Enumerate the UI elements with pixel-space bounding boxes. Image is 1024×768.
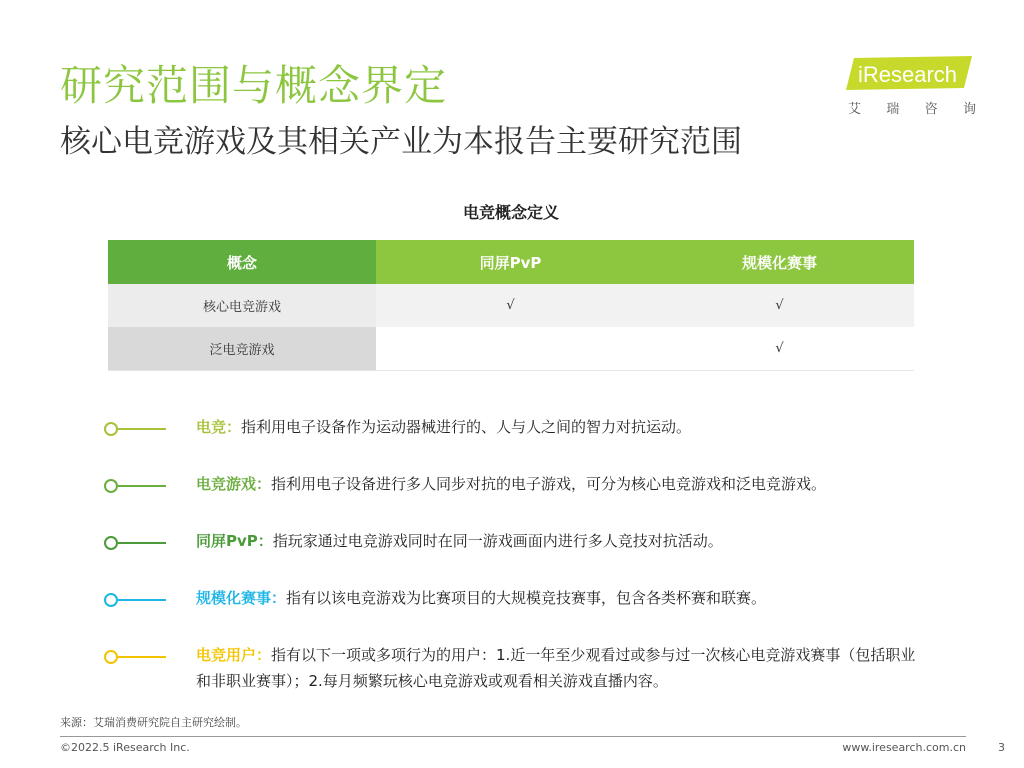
table-row (108, 284, 914, 327)
definition-text (196, 471, 916, 497)
table-cell: 泛电竞游戏 (108, 327, 376, 371)
table-header-row (108, 240, 914, 284)
copyright: ©2022.5 iResearch Inc. (60, 741, 190, 754)
logo-chinese-name (848, 98, 980, 117)
table-header-cell: 规模化赛事 (645, 240, 914, 284)
definition-text (196, 585, 916, 611)
definition-term: 电竞用户： (196, 646, 272, 664)
iresearch-logo (840, 54, 980, 116)
definition-term: 同屏PvP： (196, 532, 273, 550)
table-cell: 核心电竞游戏 (108, 284, 376, 327)
definition-term: 电竞： (196, 418, 242, 436)
definition-body: 指有以该电竞游戏为比赛项目的大规模竞技赛事，包含各类杯赛和联赛。 (286, 589, 767, 607)
definition-text (196, 414, 916, 440)
table-title: 电竞概念定义 (462, 203, 559, 222)
table-header-cell: 概念 (108, 240, 376, 284)
website-link[interactable]: www.iresearch.com.cn (842, 741, 966, 754)
table-cell: √ (645, 327, 914, 371)
bullet-circle-icon (104, 422, 166, 436)
logo-char: 询 (962, 102, 976, 117)
definition-body: 指利用电子设备作为运动器械进行的、人与人之间的智力对抗运动。 (241, 418, 692, 436)
bullet-circle-icon (104, 650, 166, 664)
bullet-circle-icon (104, 479, 166, 493)
definition-body: 指利用电子设备进行多人同步对抗的电子游戏，可分为核心电竞游戏和泛电竞游戏。 (271, 475, 827, 493)
page-subtitle: 核心电竞游戏及其相关产业为本报告主要研究范围 (60, 124, 742, 160)
page-number: 3 (998, 741, 1005, 754)
definition-term: 规模化赛事： (196, 589, 287, 607)
definition-body: 指有以下一项或多项行为的用户：1.近一年至少观看过或参与过一次核心电竞游戏赛事（包括职业和非职业赛事）；2.每月频繁玩核心电竞游戏或观看相关游戏直播内容。 (196, 646, 916, 690)
definition-text (196, 528, 916, 554)
logo-char: 艾 (848, 102, 862, 117)
logo-brand-text: iResearch (858, 62, 958, 87)
definition-text (196, 642, 916, 694)
table-row (108, 327, 914, 371)
footer-divider (60, 736, 966, 737)
table-cell: √ (645, 284, 914, 327)
definition-table (108, 240, 914, 371)
logo-char: 瑞 (886, 102, 900, 117)
page-title: 研究范围与概念界定 (60, 61, 448, 110)
table-header-cell: 同屏PvP (376, 240, 645, 284)
source-note: 来源：艾瑞消费研究院自主研究绘制。 (60, 716, 247, 729)
iresearch-logo-mark (840, 54, 980, 94)
logo-char: 咨 (924, 102, 938, 117)
definition-term: 电竞游戏： (196, 475, 272, 493)
table-cell (376, 327, 645, 371)
bullet-circle-icon (104, 593, 166, 607)
definition-body: 指玩家通过电竞游戏同时在同一游戏画面内进行多人竞技对抗活动。 (272, 532, 723, 550)
bullet-circle-icon (104, 536, 166, 550)
table-cell: √ (376, 284, 645, 327)
